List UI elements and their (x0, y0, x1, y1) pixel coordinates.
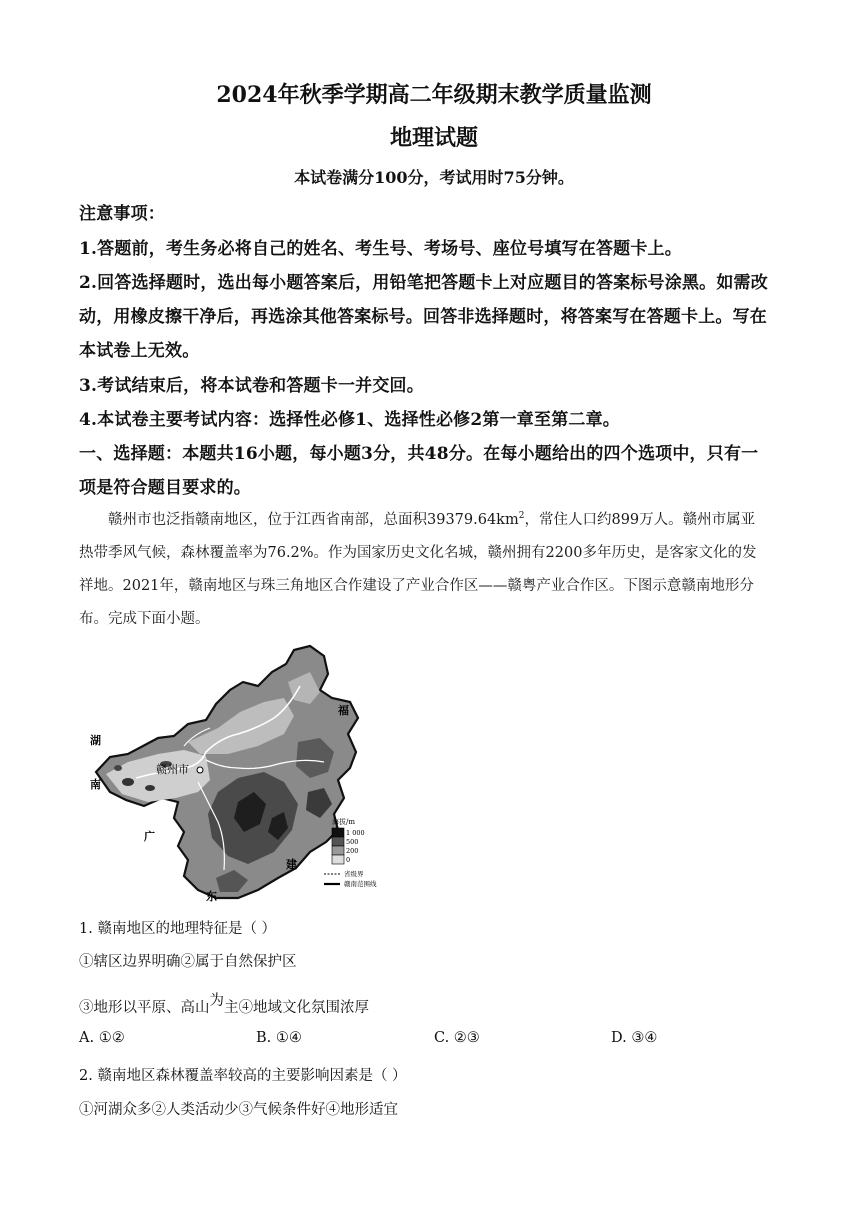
section-heading-line2: 项是符合题目要求的。 (79, 478, 251, 498)
question-1-line: ③地形以平原、高山为主④地域文化氛围浓厚 (79, 993, 369, 1016)
option-c[interactable]: C. ②③ (434, 1030, 480, 1046)
note-line: 动，用橡皮擦干净后，再选涂其他答案标号。回答非选择题时，将答案写在答题卡上。写在 (79, 307, 767, 327)
notes-heading: 注意事项： (79, 204, 165, 224)
section-heading-line1: 一、选择题：本题共16小题，每小题3分，共48分。在每小题给出的四个选项中，只有一 (79, 444, 759, 464)
svg-text:200: 200 (346, 847, 359, 855)
note-line: 1.答题前，考生务必将自己的姓名、考生号、考场号、座位号填写在答题卡上。 (79, 239, 682, 259)
note-line: 2.回答选择题时，选出每小题答案后，用铅笔把答题卡上对应题目的答案标号涂黑。如需改 (79, 273, 768, 293)
province-label-fujian: 福 (338, 704, 349, 717)
question-2-line: ①河湖众多②人类活动少③气候条件好④地形适宜 (79, 1102, 398, 1118)
passage-line: 布。完成下面小题。 (79, 611, 210, 627)
svg-text:500: 500 (346, 838, 359, 846)
note-line: 本试卷上无效。 (79, 341, 200, 361)
passage-line: 祥地。2021年，赣南地区与珠三角地区合作建设了产业合作区——赣粤产业合作区。下图示意赣南地形分 (79, 578, 754, 594)
exam-title: 2024年秋季学期高二年级期末教学质量监测 (216, 82, 652, 108)
province-label-hunan: 南 (90, 778, 101, 791)
option-b[interactable]: B. ①④ (256, 1030, 302, 1046)
province-label-guangdong: 广 (144, 830, 155, 843)
svg-text:海拔/m: 海拔/m (332, 818, 355, 826)
option-d[interactable]: D. ③④ (611, 1030, 658, 1046)
svg-text:赣南范围线: 赣南范围线 (344, 880, 377, 888)
exam-info: 本试卷满分100分，考试用时75分钟。 (294, 168, 574, 187)
question-2-stem: 2. 赣南地区森林覆盖率较高的主要影响因素是（ ） (79, 1068, 407, 1084)
note-line: 3.考试结束后，将本试卷和答题卡一并交回。 (79, 376, 424, 396)
svg-text:1 000: 1 000 (346, 829, 365, 837)
passage-line: 赣州市也泛指赣南地区，位于江西省南部，总面积$39379.64km^2$，常住人口约899万人。赣州市属亚 (108, 511, 756, 528)
province-label-hunan: 湖 (90, 734, 101, 747)
province-label-fujian: 建 (286, 858, 297, 871)
question-1-line: ①辖区边界明确②属于自然保护区 (79, 954, 297, 970)
ganan-topographic-map (88, 642, 420, 904)
option-a[interactable]: A. ①② (79, 1030, 125, 1046)
province-label-guangdong: 东 (206, 890, 217, 903)
passage-line: 热带季风气候，森林覆盖率为76.2%。作为国家历史文化名城，赣州拥有2200多年历史，是客家文化的发 (79, 545, 757, 561)
svg-text:省级界: 省级界 (344, 870, 364, 878)
subject-title: 地理试题 (389, 125, 478, 151)
svg-text:0: 0 (346, 856, 351, 864)
question-1-stem: 1. 赣南地区的地理特征是（ ） (79, 921, 277, 937)
note-line: 4.本试卷主要考试内容：选择性必修1、选择性必修2第一章至第二章。 (79, 410, 621, 430)
city-label: 赣州市 (156, 763, 189, 776)
